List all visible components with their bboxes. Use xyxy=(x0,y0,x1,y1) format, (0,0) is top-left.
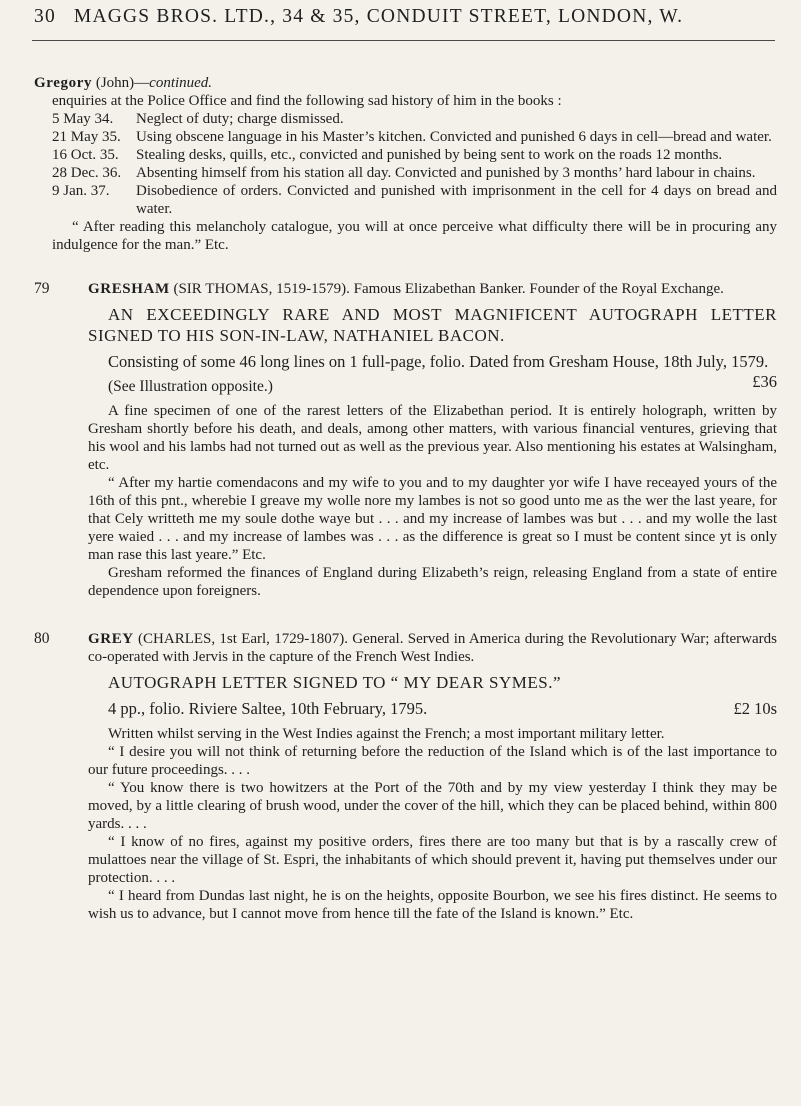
price: £36 xyxy=(752,372,777,391)
entry-number: 79 xyxy=(34,280,50,297)
log-text: Neglect of duty; charge dismissed. xyxy=(136,111,344,127)
entry-heading-rest: (CHARLES, 1st Earl, 1729-1807). General. Served in America during the Revolutionary War; afterwards co-operated with Jervis in the capture of the French West Indies. xyxy=(88,631,777,665)
entry-paragraph: Gresham reformed the finances of England during Elizabeth’s reign, releasing England from a state of entire dependence upon foreigners. xyxy=(88,565,777,599)
log-text: Absenting himself from his station all day. Convicted and punished by 3 months’ hard labour in chains. xyxy=(136,165,756,181)
description-text: 4 pp., folio. Riviere Saltee, 10th February, 1795. xyxy=(108,699,428,718)
description-text: Consisting of some 46 long lines on 1 full-page, folio. Dated from Gresham House, 18th July, 1579. xyxy=(108,352,769,371)
continued-label: continued. xyxy=(149,75,213,91)
log-date: 21 May 35. xyxy=(52,129,121,145)
log-row xyxy=(52,128,777,146)
log-date: 16 Oct. 35. xyxy=(52,147,119,163)
header-rule xyxy=(32,40,775,41)
log-text: Stealing desks, quills, etc., convicted and punished by being sent to work on the roads 12 months. xyxy=(136,147,723,163)
entry-name: GREY xyxy=(88,631,134,647)
page-number: 30 xyxy=(34,6,56,27)
entry-paragraph: A fine specimen of one of the rarest letters of the Elizabethan period. It is entirely holograph, written by Gresham shortly before his death, and deals, among other matters, with various financial ventures, grieving that his wool and his lambs had not turned out as well as the previous year. Also mentioning his estates at Walsingham, etc. xyxy=(88,403,777,473)
gregory-name-rest: (John)— xyxy=(92,75,150,91)
entry-heading-rest: (SIR THOMAS, 1519-1579). Famous Elizabethan Banker. Founder of the Royal Exchange. xyxy=(169,281,724,297)
entry-gregory-continued xyxy=(34,74,777,254)
entry-quote: “ After my hartie comendacons and my wife to you and to my daughter yor wife I have receayed yours of the 16th of this pnt., wherebie I greave my wolle nore my lambes is not so good unto me as the wer the last yeare, for that Cely writteth me my soule dothe waye but . . . and my increase of lambes was but . . . and my wolle the last yere waied . . . and my increase of lambes was . . . as the difference is great so I must be content since yt is only man rase this last yeare.” Etc. xyxy=(88,475,777,563)
conviction-log xyxy=(52,110,777,218)
running-header xyxy=(34,6,683,28)
log-row xyxy=(52,110,777,128)
entry-quote: “ I desire you will not think of returning before the reduction of the Island which is of the last importance to our future proceedings. . . . xyxy=(88,744,777,778)
illustration-note: (See Illustration opposite.) xyxy=(108,378,273,395)
entry-title: AN EXCEEDINGLY RARE AND MOST MAGNIFICENT AUTOGRAPH LETTER SIGNED TO HIS SON-IN-LAW, NATHANIEL BACON. xyxy=(88,305,777,345)
entry-description xyxy=(88,699,777,719)
log-row xyxy=(52,182,777,218)
gregory-closing: “ After reading this melancholy catalogue, you will at once perceive what difficulty there will be in procuring any indulgence for the man.” Etc. xyxy=(52,219,777,253)
log-date: 5 May 34. xyxy=(52,111,114,127)
log-date: 28 Dec. 36. xyxy=(52,165,122,181)
log-text: Disobedience of orders. Convicted and punished with imprisonment in the cell for 4 days on bread and water. xyxy=(136,183,777,217)
entry-number: 80 xyxy=(34,630,50,647)
entry-quote: “ I heard from Dundas last night, he is on the heights, opposite Bourbon, we see his fires distinct. He seems to wish us to advance, but I cannot move from hence till the fate of the Island is known.” Etc. xyxy=(88,888,777,922)
entry-80 xyxy=(34,630,777,923)
entry-quote: “ I know of no fires, against my positive orders, fires there are too many but that is by a rascally crew of mulattoes near the village of St. Espri, the inhabitants of which should prevent it, having put themselves under our protection. . . . xyxy=(88,834,777,886)
entry-heading xyxy=(88,280,777,298)
log-text: Using obscene language in his Master’s kitchen. Convicted and punished 6 days in cell—bread and water. xyxy=(136,129,772,145)
log-date: 9 Jan. 37. xyxy=(52,183,110,199)
running-head-text: MAGGS BROS. LTD., 34 & 35, CONDUIT STREET, LONDON, W. xyxy=(73,6,684,27)
log-row xyxy=(52,146,777,164)
entry-heading xyxy=(88,630,777,666)
entry-79 xyxy=(34,280,777,600)
entry-title: AUTOGRAPH LETTER SIGNED TO “ MY DEAR SYMES.” xyxy=(108,673,561,692)
catalogue-body xyxy=(34,74,777,923)
price: £2 10s xyxy=(733,699,777,718)
entry-paragraph: Written whilst serving in the West Indies against the French; a most important military letter. xyxy=(108,726,665,742)
entry-quote: “ You know there is two howitzers at the Port of the 70th and by my view yesterday I think they may be moved, by a little clearing of brush wood, under the cover of the hill, which they can be placed behind, within 800 yards. . . . xyxy=(88,780,777,832)
gregory-name: Gregory xyxy=(34,75,93,91)
gregory-intro: enquiries at the Police Office and find the following sad history of him in the books : xyxy=(52,93,562,109)
log-row xyxy=(52,164,777,182)
entry-name: GRESHAM xyxy=(88,281,170,297)
gregory-heading xyxy=(34,74,777,92)
